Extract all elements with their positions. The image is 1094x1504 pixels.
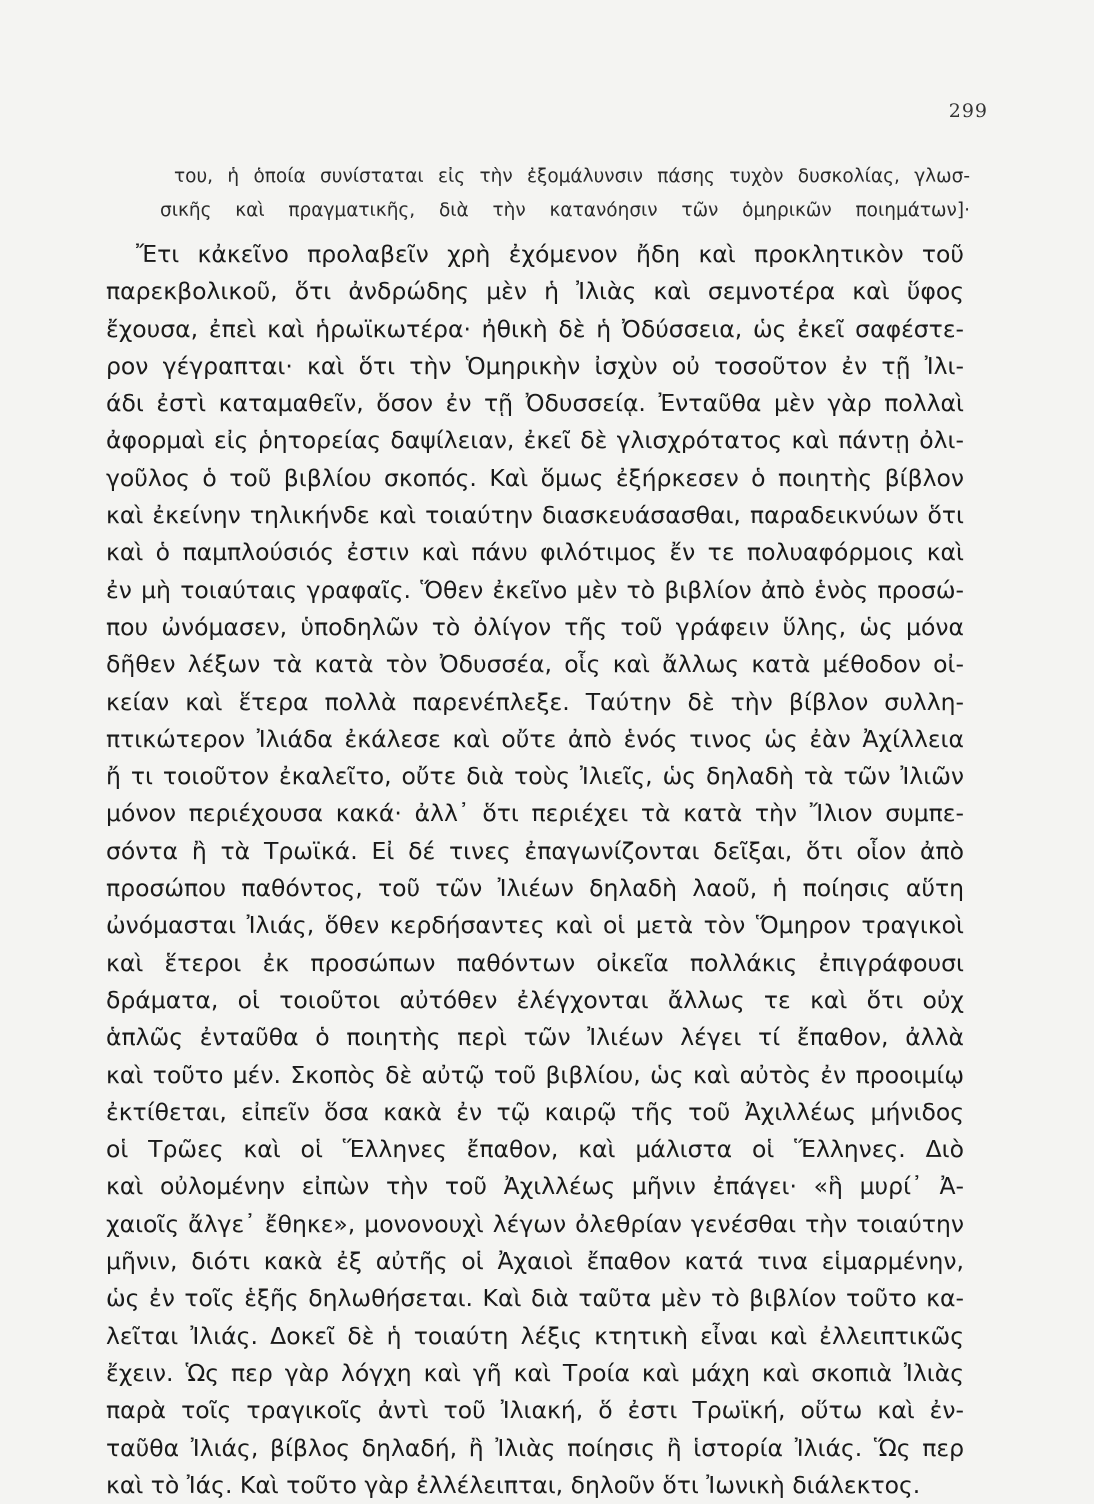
text-line: καὶ ὁ παμπλούσιός ἐστιν καὶ πάνυ φιλότιμος ἔν τε πολυαφόρμοις καὶ bbox=[106, 538, 964, 567]
text-line: πτικώτερον Ἰλιάδα ἐκάλεσε καὶ οὔτε ἀπὸ ἑνός τινος ὡς ἐὰν Ἀχίλλεια bbox=[106, 724, 964, 753]
text-line: λεῖται Ἰλιάς. Δοκεῖ δὲ ἡ τοιαύτη λέξις κτητικὴ εἶναι καὶ ἐλλειπτικῶς bbox=[106, 1321, 964, 1350]
footnote-line: του, ἡ ὁποία συνίσταται εἰς τὴν ἐξομάλυνσιν πάσης τυχὸν δυσκολίας, γλωσ- bbox=[174, 166, 970, 187]
text-line: ταῦθα Ἰλιάς, βίβλος δηλαδή, ἢ Ἰλιὰς ποίησις ἢ ἱστορία Ἰλιάς. Ὥς περ bbox=[106, 1433, 964, 1462]
text-line: ἐν μὴ τοιαύταις γραφαῖς. Ὅθεν ἐκεῖνο μὲν τὸ βιβλίον ἀπὸ ἑνὸς προσώ- bbox=[106, 575, 964, 604]
text-line: καὶ οὐλομένην εἰπὼν τὴν τοῦ Ἀχιλλέως μῆνιν ἐπάγει· «ἣ μυρί᾿ Ἀ- bbox=[106, 1172, 964, 1201]
text-line: ὡς ἐν τοῖς ἑξῆς δηλωθήσεται. Καὶ διὰ ταῦτα μὲν τὸ βιβλίον τοῦτο κα- bbox=[106, 1284, 964, 1313]
text-line: ἐκτίθεται, εἰπεῖν ὅσα κακὰ ἐν τῷ καιρῷ τῆς τοῦ Ἀχιλλέως μήνιδος bbox=[106, 1097, 964, 1126]
text-line: ὠνόμασται Ἰλιάς, ὅθεν κερδήσαντες καὶ οἱ μετὰ τὸν Ὅμηρον τραγικοὶ bbox=[106, 911, 964, 940]
main-text bbox=[106, 236, 964, 1504]
text-line: χαιοῖς ἄλγε᾿ ἔθηκε», μονονουχὶ λέγων ὀλεθρίαν γενέσθαι τὴν τοιαύτην bbox=[106, 1209, 964, 1238]
text-line: καὶ τοῦτο μέν. Σκοπὸς δὲ αὐτῷ τοῦ βιβλίου, ὡς καὶ αὐτὸς ἐν προοιμίῳ bbox=[106, 1060, 964, 1089]
text-line: κείαν καὶ ἕτερα πολλὰ παρενέπλεξε. Ταύτην δὲ τὴν βίβλον συλλη- bbox=[106, 687, 964, 716]
page-number: 299 bbox=[948, 100, 988, 122]
text-line: ρον γέγραπται· καὶ ὅτι τὴν Ὁμηρικὴν ἰσχὺν οὐ τοσοῦτον ἐν τῇ Ἰλι- bbox=[106, 351, 964, 380]
text-line: που ὠνόμασεν, ὑποδηλῶν τὸ ὀλίγον τῆς τοῦ γράφειν ὕλης, ὡς μόνα bbox=[106, 612, 964, 641]
text-line: καὶ ἕτεροι ἐκ προσώπων παθόντων οἰκεῖα πολλάκις ἐπιγράφουσι bbox=[106, 948, 964, 977]
footnote-block bbox=[160, 160, 970, 228]
text-line: ἔχειν. Ὡς περ γὰρ λόγχη καὶ γῆ καὶ Τροία καὶ μάχη καὶ σκοπιὰ Ἰλιὰς bbox=[106, 1358, 964, 1387]
text-line: παρεκβολικοῦ, ὅτι ἀνδρώδης μὲν ἡ Ἰλιὰς καὶ σεμνοτέρα καὶ ὕφος bbox=[106, 277, 964, 306]
text-line: γοῦλος ὁ τοῦ βιβλίου σκοπός. Καὶ ὅμως ἐξήρκεσεν ὁ ποιητὴς βίβλον bbox=[106, 463, 964, 492]
text-line: οἱ Τρῶες καὶ οἱ Ἕλληνες ἔπαθον, καὶ μάλιστα οἱ Ἕλληνες. Διὸ bbox=[106, 1135, 964, 1164]
text-line: μόνον περιέχουσα κακά· ἀλλ᾿ ὅτι περιέχει τὰ κατὰ τὴν Ἴλιον συμπε- bbox=[106, 799, 964, 828]
text-line: ἔχουσα, ἐπεὶ καὶ ἡρωϊκωτέρα· ἠθικὴ δὲ ἡ Ὀδύσσεια, ὡς ἐκεῖ σαφέστε- bbox=[106, 314, 964, 343]
text-line: δράματα, οἱ τοιοῦτοι αὐτόθεν ἐλέγχονται ἄλλως τε καὶ ὅτι οὐχ bbox=[106, 985, 964, 1014]
text-line: ἀφορμαὶ εἰς ῥητορείας δαψίλειαν, ἐκεῖ δὲ γλισχρότατος καὶ πάντῃ ὀλι- bbox=[106, 426, 964, 455]
text-line: ἤ τι τοιοῦτον ἐκαλεῖτο, οὔτε διὰ τοὺς Ἰλιεῖς, ὡς δηλαδὴ τὰ τῶν Ἰλιῶν bbox=[106, 762, 964, 791]
text-line: καὶ ἐκείνην τηλικήνδε καὶ τοιαύτην διασκευάσασθαι, παραδεικνύων ὅτι bbox=[106, 501, 964, 530]
text-line: δῆθεν λέξων τὰ κατὰ τὸν Ὀδυσσέα, οἷς καὶ ἄλλως κατὰ μέθοδον οἰ- bbox=[106, 650, 964, 679]
text-line: παρὰ τοῖς τραγικοῖς ἀντὶ τοῦ Ἰλιακή, ὅ ἐστι Τρωϊκή, οὕτω καὶ ἐν- bbox=[106, 1396, 964, 1425]
text-line: προσώπου παθόντος, τοῦ τῶν Ἰλιέων δηλαδὴ λαοῦ, ἡ ποίησις αὕτη bbox=[106, 874, 964, 903]
footnote-line: σικῆς καὶ πραγματικῆς, διὰ τὴν κατανόησιν τῶν ὁμηρικῶν ποιημάτων]· bbox=[160, 200, 970, 221]
text-line: σόντα ἢ τὰ Τρωϊκά. Εἰ δέ τινες ἐπαγωνίζονται δεῖξαι, ὅτι οἷον ἀπὸ bbox=[106, 836, 964, 865]
text-line: άδι ἐστὶ καταμαθεῖν, ὅσον ἐν τῇ Ὀδυσσείᾳ. Ἐνταῦθα μὲν γὰρ πολλαὶ bbox=[106, 389, 964, 418]
text-line: καὶ τὸ Ἰάς. Καὶ τοῦτο γὰρ ἐλλέλειπται, δηλοῦν ὅτι Ἰωνικὴ διάλεκτος. bbox=[106, 1470, 921, 1499]
text-line: μῆνιν, διότι κακὰ ἐξ αὐτῆς οἱ Ἀχαιοὶ ἔπαθον κατά τινα εἱμαρμένην, bbox=[106, 1247, 964, 1276]
text-line: ἁπλῶς ἐνταῦθα ὁ ποιητὴς περὶ τῶν Ἰλιέων λέγει τί ἔπαθον, ἀλλὰ bbox=[106, 1023, 964, 1052]
text-line: Ἔτι κἀκεῖνο προλαβεῖν χρὴ ἐχόμενον ἤδη καὶ προκλητικὸν τοῦ bbox=[136, 240, 964, 268]
